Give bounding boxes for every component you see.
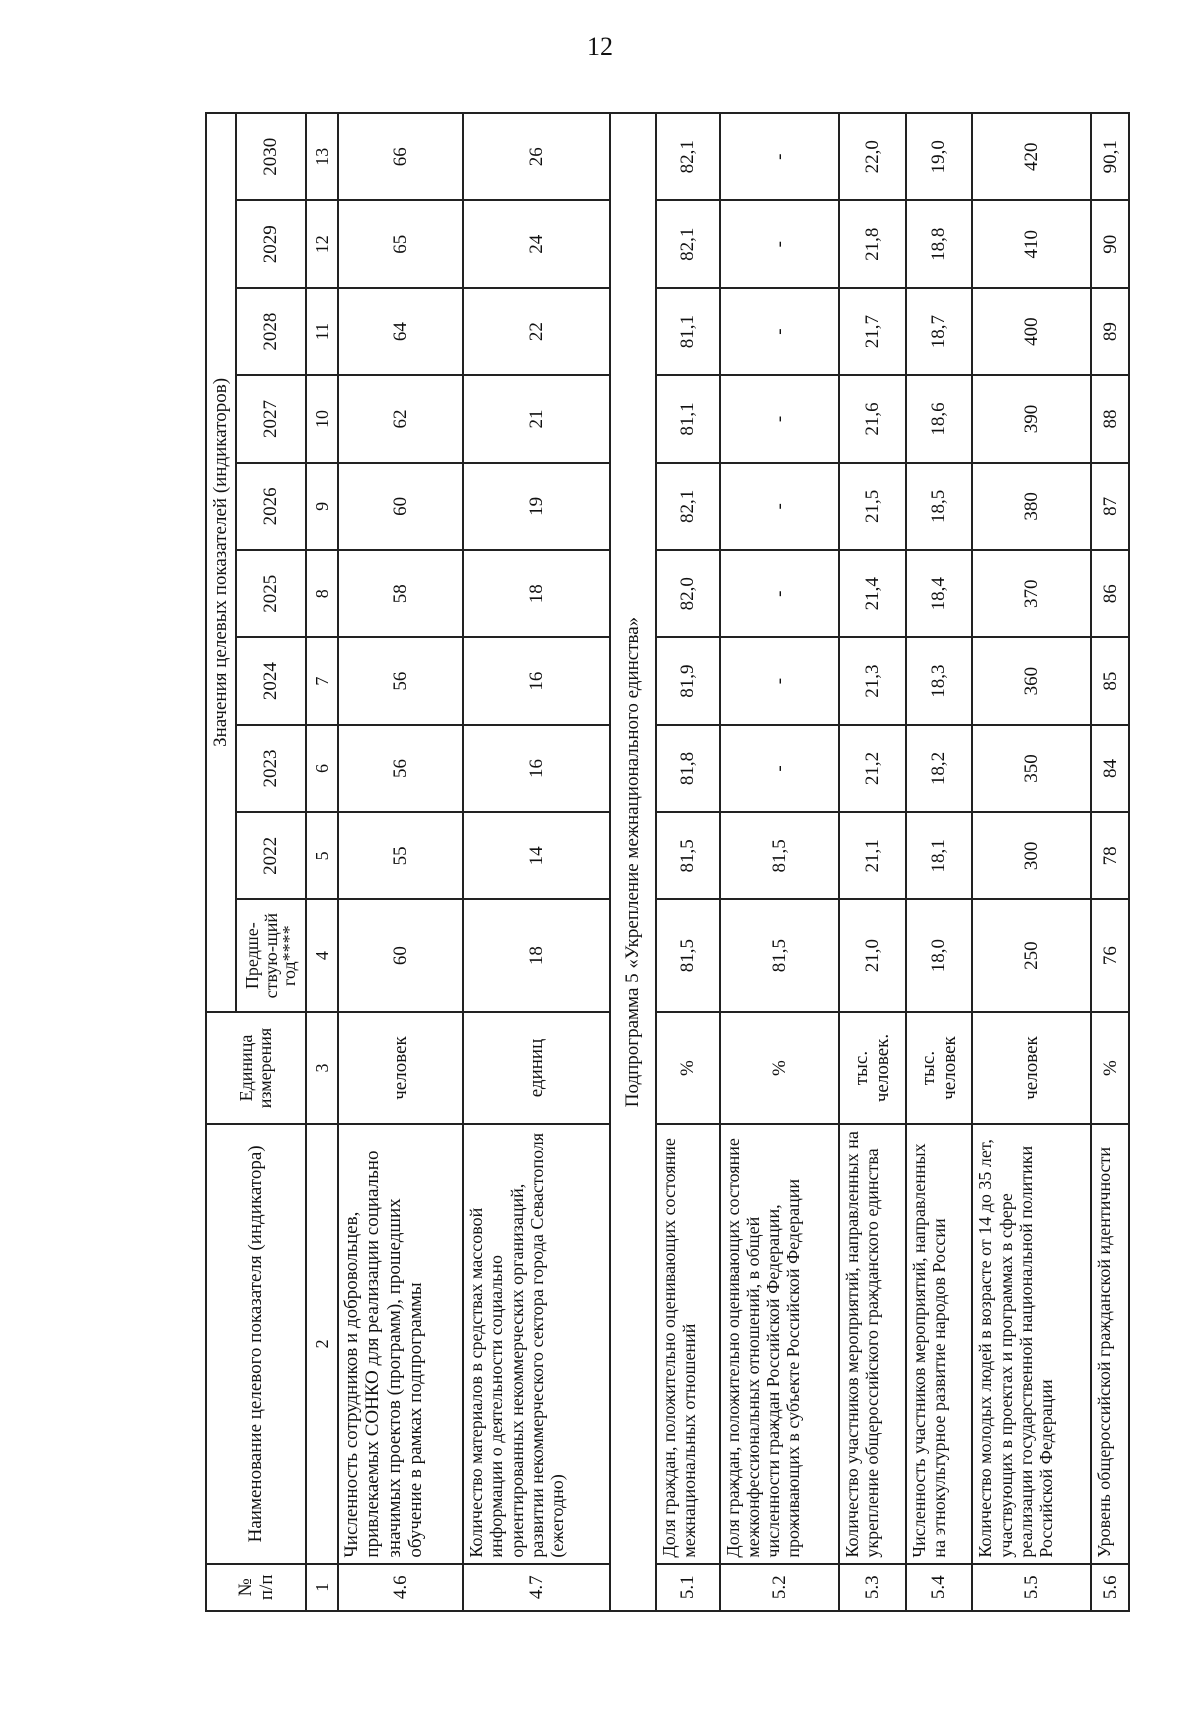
value-year-2024: 16	[463, 637, 610, 724]
indicator-unit: человек	[972, 1012, 1091, 1124]
row-number: 5.5	[972, 1564, 1091, 1611]
value-year-2029: 410	[972, 201, 1091, 288]
value-year-2029: 18,8	[906, 201, 973, 288]
row-number: 5.3	[839, 1564, 906, 1611]
indicators-table	[205, 112, 1130, 1612]
value-year-2023: 350	[972, 725, 1091, 812]
header-year-2028: 2028	[236, 288, 306, 375]
row-number: 4.7	[463, 1564, 610, 1611]
column-number: 4	[306, 900, 338, 1012]
value-year-2028: 81,1	[656, 288, 720, 375]
row-number: 4.6	[338, 1564, 463, 1611]
table-row	[656, 113, 720, 1611]
value-prev-year: 76	[1091, 900, 1129, 1012]
rotated-table-container	[205, 112, 1130, 1612]
page-number: 12	[587, 32, 613, 61]
value-year-2024: 85	[1091, 637, 1129, 724]
value-year-2026: -	[720, 463, 839, 550]
value-year-2030: 26	[463, 113, 610, 201]
column-number: 8	[306, 550, 338, 637]
row-number: 5.4	[906, 1564, 973, 1611]
column-number: 10	[306, 375, 338, 462]
value-prev-year: 18,0	[906, 900, 973, 1012]
value-year-2022: 55	[338, 812, 463, 899]
value-year-2028: 21,7	[839, 288, 906, 375]
value-year-2026: 380	[972, 463, 1091, 550]
value-year-2026: 60	[338, 463, 463, 550]
value-prev-year: 81,5	[720, 900, 839, 1012]
value-year-2023: 81,8	[656, 725, 720, 812]
header-year-2030: 2030	[236, 113, 306, 201]
column-number: 9	[306, 463, 338, 550]
indicator-name: Численность сотрудников и добровольцев, привлекаемых СОНКО для реализации социально значимых проектов (программ), прошедших обучение в рамках подпрограммы	[338, 1124, 463, 1563]
value-year-2028: 18,7	[906, 288, 973, 375]
indicator-unit: %	[720, 1012, 839, 1124]
value-year-2030: -	[720, 113, 839, 201]
value-year-2027: 81,1	[656, 375, 720, 462]
value-year-2022: 78	[1091, 812, 1129, 899]
indicator-unit: тыс. человек	[906, 1012, 973, 1124]
value-year-2028: -	[720, 288, 839, 375]
value-year-2028: 64	[338, 288, 463, 375]
value-year-2025: 18,4	[906, 550, 973, 637]
value-year-2028: 400	[972, 288, 1091, 375]
value-year-2022: 14	[463, 812, 610, 899]
column-number: 12	[306, 201, 338, 288]
subprogram-heading: Подпрограмма 5 «Укрепление межнационального единства»	[610, 113, 656, 1611]
header-year-2027: 2027	[236, 375, 306, 462]
indicator-name: Количество материалов в средствах массовой информации о деятельности социально ориентированных некоммерческих организаций, развитии некоммерческого сектора города Севастополя (ежегодно)	[463, 1124, 610, 1563]
table-row	[906, 113, 973, 1611]
column-number: 5	[306, 812, 338, 899]
indicator-name: Численность участников мероприятий, направленных на этнокультурное развитие народов России	[906, 1124, 973, 1563]
value-year-2024: 360	[972, 637, 1091, 724]
indicator-unit: тыс. человек.	[839, 1012, 906, 1124]
value-year-2024: 81,9	[656, 637, 720, 724]
value-year-2022: 300	[972, 812, 1091, 899]
indicator-name: Доля граждан, положительно оценивающих состояние межконфессиональных отношений, в общей численности граждан Российской Федерации, проживающих в субъекте Российской Федерации	[720, 1124, 839, 1563]
value-year-2027: -	[720, 375, 839, 462]
value-year-2028: 89	[1091, 288, 1129, 375]
value-year-2023: -	[720, 725, 839, 812]
value-year-2029: 24	[463, 201, 610, 288]
column-number: 3	[306, 1012, 338, 1124]
value-year-2027: 62	[338, 375, 463, 462]
value-year-2022: 21,1	[839, 812, 906, 899]
subprogram-heading-row	[610, 113, 656, 1611]
value-year-2026: 18,5	[906, 463, 973, 550]
value-year-2030: 90,1	[1091, 113, 1129, 201]
value-year-2027: 88	[1091, 375, 1129, 462]
header-unit: Единица измерения	[206, 1012, 306, 1124]
value-year-2028: 22	[463, 288, 610, 375]
row-number: 5.1	[656, 1564, 720, 1611]
value-prev-year: 81,5	[656, 900, 720, 1012]
column-number: 11	[306, 288, 338, 375]
value-year-2027: 21	[463, 375, 610, 462]
indicator-name: Количество участников мероприятий, направленных на укрепление общероссийского гражданского единства	[839, 1124, 906, 1563]
header-num: № п/п	[206, 1564, 306, 1611]
value-year-2026: 82,1	[656, 463, 720, 550]
header-values-group: Значения целевых показателей (индикаторов)	[206, 113, 236, 1012]
value-year-2027: 390	[972, 375, 1091, 462]
value-year-2025: 21,4	[839, 550, 906, 637]
table-row	[338, 113, 463, 1611]
value-prev-year: 18	[463, 900, 610, 1012]
value-year-2023: 56	[338, 725, 463, 812]
header-year-2023: 2023	[236, 725, 306, 812]
value-year-2025: -	[720, 550, 839, 637]
indicator-name: Количество молодых людей в возрасте от 14 до 35 лет, участвующих в проектах и программах в сфере реализации государственной национальной политики Российской Федерации	[972, 1124, 1091, 1563]
value-year-2030: 22,0	[839, 113, 906, 201]
row-number: 5.2	[720, 1564, 839, 1611]
value-year-2024: 56	[338, 637, 463, 724]
value-year-2023: 21,2	[839, 725, 906, 812]
header-year-2022: 2022	[236, 812, 306, 899]
value-year-2030: 66	[338, 113, 463, 201]
value-year-2025: 370	[972, 550, 1091, 637]
value-year-2025: 18	[463, 550, 610, 637]
column-numbers-row	[306, 113, 338, 1611]
value-year-2022: 81,5	[656, 812, 720, 899]
column-number: 6	[306, 725, 338, 812]
value-year-2025: 58	[338, 550, 463, 637]
value-year-2030: 82,1	[656, 113, 720, 201]
value-year-2030: 19,0	[906, 113, 973, 201]
header-prev-year: Предше-ствую-щий год****	[236, 900, 306, 1012]
value-prev-year: 60	[338, 900, 463, 1012]
value-year-2029: 65	[338, 201, 463, 288]
column-number: 13	[306, 113, 338, 201]
value-year-2027: 21,6	[839, 375, 906, 462]
value-year-2024: 21,3	[839, 637, 906, 724]
value-year-2025: 86	[1091, 550, 1129, 637]
value-year-2025: 82,0	[656, 550, 720, 637]
value-year-2026: 19	[463, 463, 610, 550]
value-year-2029: -	[720, 201, 839, 288]
indicator-name: Уровень общероссийской гражданской идентичности	[1091, 1124, 1129, 1563]
header-year-2026: 2026	[236, 463, 306, 550]
table-row	[720, 113, 839, 1611]
value-year-2026: 21,5	[839, 463, 906, 550]
column-number: 1	[306, 1564, 338, 1611]
value-year-2029: 82,1	[656, 201, 720, 288]
value-year-2030: 420	[972, 113, 1091, 201]
indicator-name: Доля граждан, положительно оценивающих состояние межнациональных отношений	[656, 1124, 720, 1563]
table-row	[1091, 113, 1129, 1611]
value-year-2023: 18,2	[906, 725, 973, 812]
value-prev-year: 250	[972, 900, 1091, 1012]
value-year-2023: 84	[1091, 725, 1129, 812]
value-year-2022: 18,1	[906, 812, 973, 899]
value-year-2026: 87	[1091, 463, 1129, 550]
header-name: Наименование целевого показателя (индикатора)	[206, 1124, 306, 1563]
value-year-2029: 21,8	[839, 201, 906, 288]
header-year-2024: 2024	[236, 637, 306, 724]
indicator-unit: %	[1091, 1012, 1129, 1124]
indicator-unit: %	[656, 1012, 720, 1124]
table-row	[839, 113, 906, 1611]
row-number: 5.6	[1091, 1564, 1129, 1611]
value-prev-year: 21,0	[839, 900, 906, 1012]
column-number: 7	[306, 637, 338, 724]
header-year-2029: 2029	[236, 201, 306, 288]
table-row	[972, 113, 1091, 1611]
indicator-unit: человек	[338, 1012, 463, 1124]
value-year-2022: 81,5	[720, 812, 839, 899]
header-year-2025: 2025	[236, 550, 306, 637]
value-year-2024: 18,3	[906, 637, 973, 724]
value-year-2027: 18,6	[906, 375, 973, 462]
value-year-2029: 90	[1091, 201, 1129, 288]
table-row	[463, 113, 610, 1611]
column-number: 2	[306, 1124, 338, 1563]
indicator-unit: единиц	[463, 1012, 610, 1124]
value-year-2024: -	[720, 637, 839, 724]
value-year-2023: 16	[463, 725, 610, 812]
